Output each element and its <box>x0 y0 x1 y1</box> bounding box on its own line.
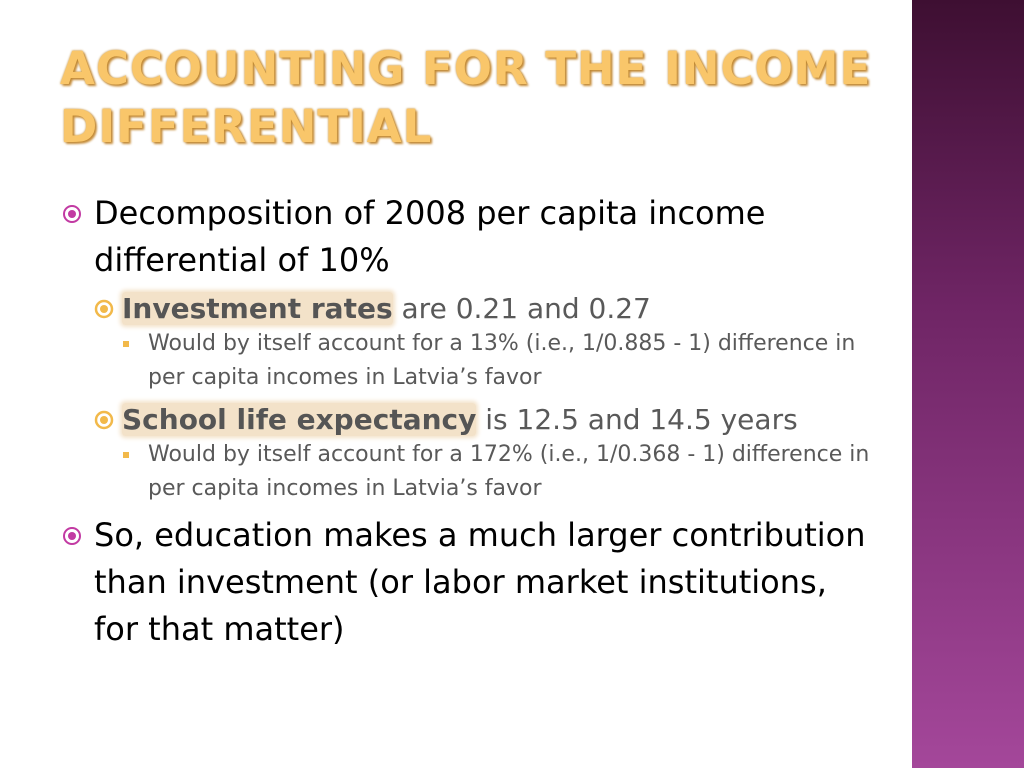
bullet-text: Decomposition of 2008 per capita income differential of 10% <box>94 194 766 279</box>
detail-bullet-item <box>60 327 880 395</box>
detail-bullet-text: Would by itself account for a 13% (i.e., 1/0.885 - 1) difference in per capita incomes in Latvia’s favor <box>148 331 856 390</box>
square-bullet-icon <box>123 341 129 347</box>
slide-content <box>60 190 880 659</box>
sub-bullet-text: are 0.21 and 0.27 <box>392 292 651 325</box>
detail-bullet-item <box>60 438 880 506</box>
bullet-item <box>60 190 880 284</box>
target-sub-bullet-icon <box>94 299 114 319</box>
highlighted-term: Investment rates <box>122 292 393 325</box>
detail-bullet-text: Would by itself account for a 172% (i.e., 1/0.368 - 1) difference in per capita incomes in Latvia’s favor <box>148 442 870 501</box>
sub-bullet-text: is 12.5 and 14.5 years <box>476 403 798 436</box>
target-sub-bullet-icon <box>94 410 114 430</box>
target-bullet-icon <box>62 204 82 224</box>
sub-bullet-item <box>60 290 880 327</box>
square-bullet-icon <box>123 452 129 458</box>
sub-bullet-item <box>60 401 880 438</box>
decorative-sidebar <box>912 0 1024 768</box>
slide-title: ACCOUNTING FOR THE INCOME DIFFERENTIAL <box>60 42 872 153</box>
target-bullet-icon <box>62 526 82 546</box>
bullet-item <box>60 512 880 653</box>
highlighted-term: School life expectancy <box>122 403 477 436</box>
bullet-text: So, education makes a much larger contribution than investment (or labor market institutions, for that matter) <box>94 516 866 648</box>
